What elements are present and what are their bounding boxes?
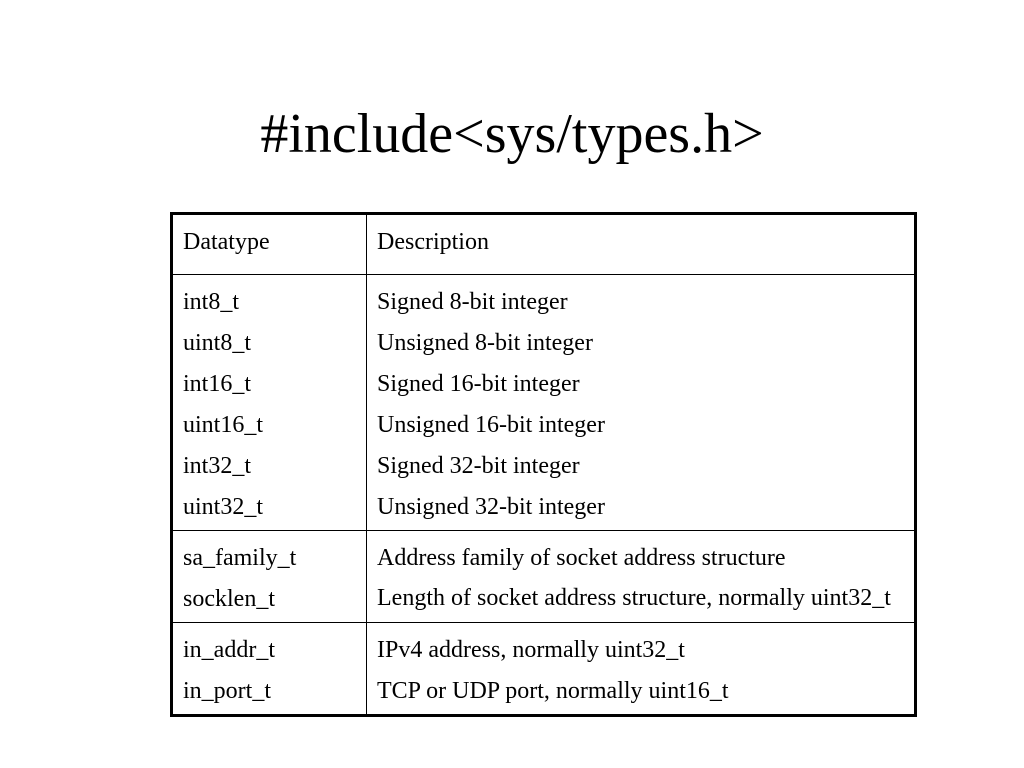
datatype-description: Unsigned 32-bit integer (377, 494, 605, 520)
datatype-description: Signed 16-bit integer (377, 371, 580, 397)
datatype-description: IPv4 address, normally uint32_t (377, 637, 685, 663)
datatype-description: Unsigned 8-bit integer (377, 330, 593, 356)
datatype-name: sa_family_t (183, 545, 297, 571)
table-row (172, 623, 916, 716)
header-datatype (172, 214, 367, 275)
datatype-name: uint16_t (183, 412, 264, 438)
datatype-name: int32_t (183, 453, 252, 479)
header-description (367, 214, 916, 275)
datatype-description: Address family of socket address structure (377, 545, 786, 571)
table-row (172, 531, 916, 623)
slide-title: #include<sys/types.h> (260, 103, 764, 165)
table-row (172, 275, 916, 531)
datatype-cell (172, 623, 367, 716)
table-header-row (172, 214, 916, 275)
header-description-label: Description (377, 229, 489, 255)
datatype-cell (172, 531, 367, 623)
datatype-name: in_port_t (183, 678, 271, 704)
description-cell (367, 623, 916, 716)
datatype-description: Signed 8-bit integer (377, 289, 568, 315)
datatype-name: int16_t (183, 371, 252, 397)
datatype-name: uint32_t (183, 494, 264, 520)
datatype-description: Unsigned 16-bit integer (377, 412, 605, 438)
types-table (170, 212, 917, 717)
datatype-description: Signed 32-bit integer (377, 453, 580, 479)
datatype-name: socklen_t (183, 586, 275, 612)
description-cell (367, 275, 916, 531)
datatype-name: in_addr_t (183, 637, 275, 663)
datatype-name: int8_t (183, 289, 240, 315)
description-cell (367, 531, 916, 623)
datatype-name: uint8_t (183, 330, 252, 356)
datatype-description: TCP or UDP port, normally uint16_t (377, 678, 729, 704)
datatype-description: Length of socket address structure, normally uint32_t (377, 585, 891, 611)
header-datatype-label: Datatype (183, 229, 270, 255)
datatype-cell (172, 275, 367, 531)
